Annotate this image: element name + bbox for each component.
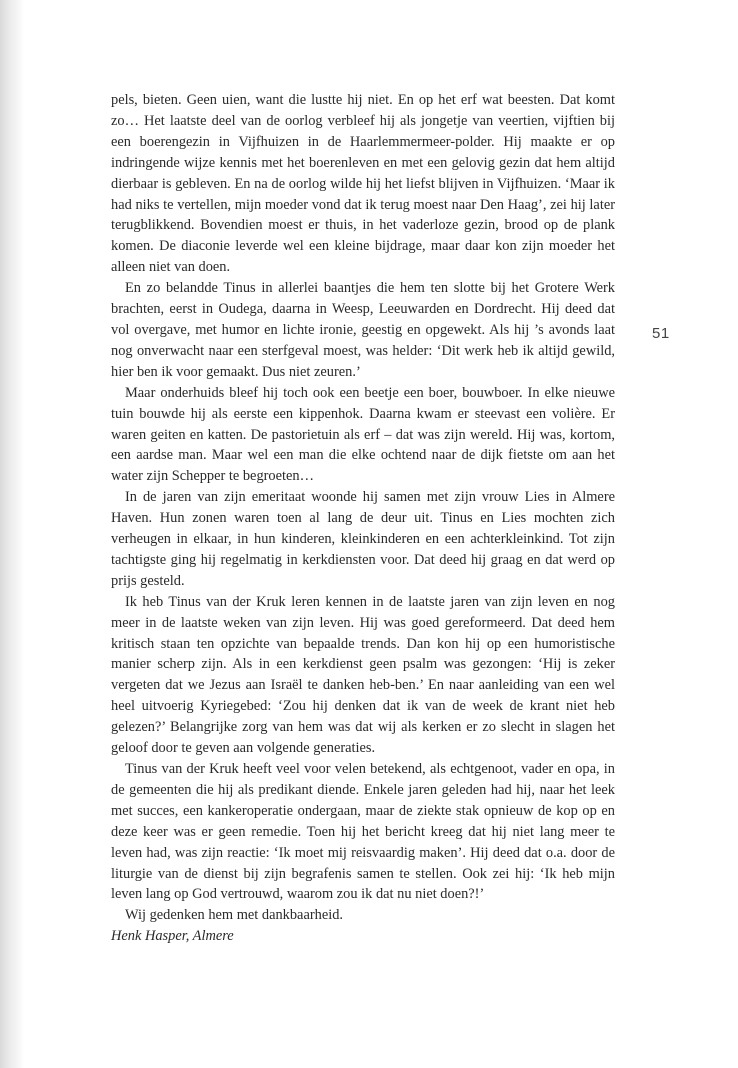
page-number: 51 [652, 325, 670, 342]
paragraph: En zo belandde Tinus in allerlei baantjes die hem ten slotte bij het Grotere Werk brachten, eerst in Oudega, daarna in Weesp, Leeuwarden en Dordrecht. Hij deed dat vol overgave, met humor en lichte ironie, geestig en opgewekt. Als hij ’s avonds laat nog onverwacht naar een sterfgeval moest, was helder: ‘Dit werk heb ik altijd gewild, hier ben ik voor gemaakt. Dus niet zeuren.’ [111, 280, 615, 380]
body-text [111, 90, 615, 947]
paragraph: Ik heb Tinus van der Kruk leren kennen in de laatste jaren van zijn leven en nog meer in de laatste weken van zijn leven. Hij was goed gereformeerd. Dat deed hem kritisch staan ten opzichte van bepaalde trends. Dan kon hij op een humoristische manier scherp zijn. Als in een kerkdienst geen psalm was gezongen: ‘Hij is zeker vergeten dat we Jezus aan Israël te danken heb-ben.’ En naar aanleiding van een wel heel uitvoerig Kyriegebed: ‘Zou hij denken dat ik van de week de krant niet heb gelezen?’ Belangrijke zorg van hem was dat wij als kerken er zo slecht in slagen het geloof door te geven aan volgende generaties. [111, 593, 615, 757]
paragraph: Wij gedenken hem met dankbaarheid. [125, 907, 343, 924]
author-signature: Henk Hasper, Almere [111, 928, 234, 945]
book-spine-shadow [0, 0, 24, 1068]
paragraph: pels, bieten. Geen uien, want die lustte hij niet. En op het erf wat beesten. Dat komt zo… Het laatste deel van de oorlog verbleef hij als jongetje van veertien, vijftien bij een boerengezin in Vijfhuizen in de Haarlemmermeer-polder. Hij maakte er op indringende wijze kennis met het boerenleven en met een gelovig gezin dat hem altijd dierbaar is gebleven. En na de oorlog wilde hij het liefst blijven in Vijfhuizen. ‘Maar ik had niks te vertellen, mijn moeder vond dat ik terug moest naar Den Haag’, zei hij later terugblikkend. Bovendien moest er thuis, in het vaderloze gezin, brood op de plank komen. De diaconie leverde wel een kleine bijdrage, maar daar kon zijn moeder het alleen niet van doen. [111, 92, 615, 276]
paragraph: In de jaren van zijn emeritaat woonde hij samen met zijn vrouw Lies in Almere Haven. Hun zonen waren toen al lang de deur uit. Tinus en Lies mochten zich verheugen in elkaar, in hun kinderen, kleinkinderen en een achterkleinkind. Tot zijn tachtigste ging hij regelmatig in kerkdiensten voor. Dat deed hij graag en dat werd op prijs gesteld. [111, 489, 615, 589]
paragraph: Tinus van der Kruk heeft veel voor velen betekend, als echtgenoot, vader en opa, in de gemeenten die hij als predikant diende. Enkele jaren geleden had hij, naar het leek met succes, een kankeroperatie ondergaan, maar de ziekte stak opnieuw de kop op en deze keer was er geen remedie. Toen hij het bericht kreeg dat hij niet lang meer te leven had, was zijn reactie: ‘Ik moet mij reisvaardig maken’. Hij deed dat o.a. door de liturgie van de dienst bij zijn begrafenis samen te stellen. Ook zei hij: ‘Ik heb mijn leven lang op God vertrouwd, waarom zou ik dat nu niet doen?!’ [111, 761, 615, 903]
paragraph: Maar onderhuids bleef hij toch ook een beetje een boer, bouwboer. In elke nieuwe tuin bouwde hij als eerste een kippenhok. Daarna kwam er steevast een volière. Er waren geiten en katten. De pastorietuin als erf – dat was zijn wereld. Hij was, kortom, een aardse man. Maar wel een man die elke ochtend naar de dijk fietste om aan het water zijn Schepper te begroeten… [111, 384, 615, 485]
